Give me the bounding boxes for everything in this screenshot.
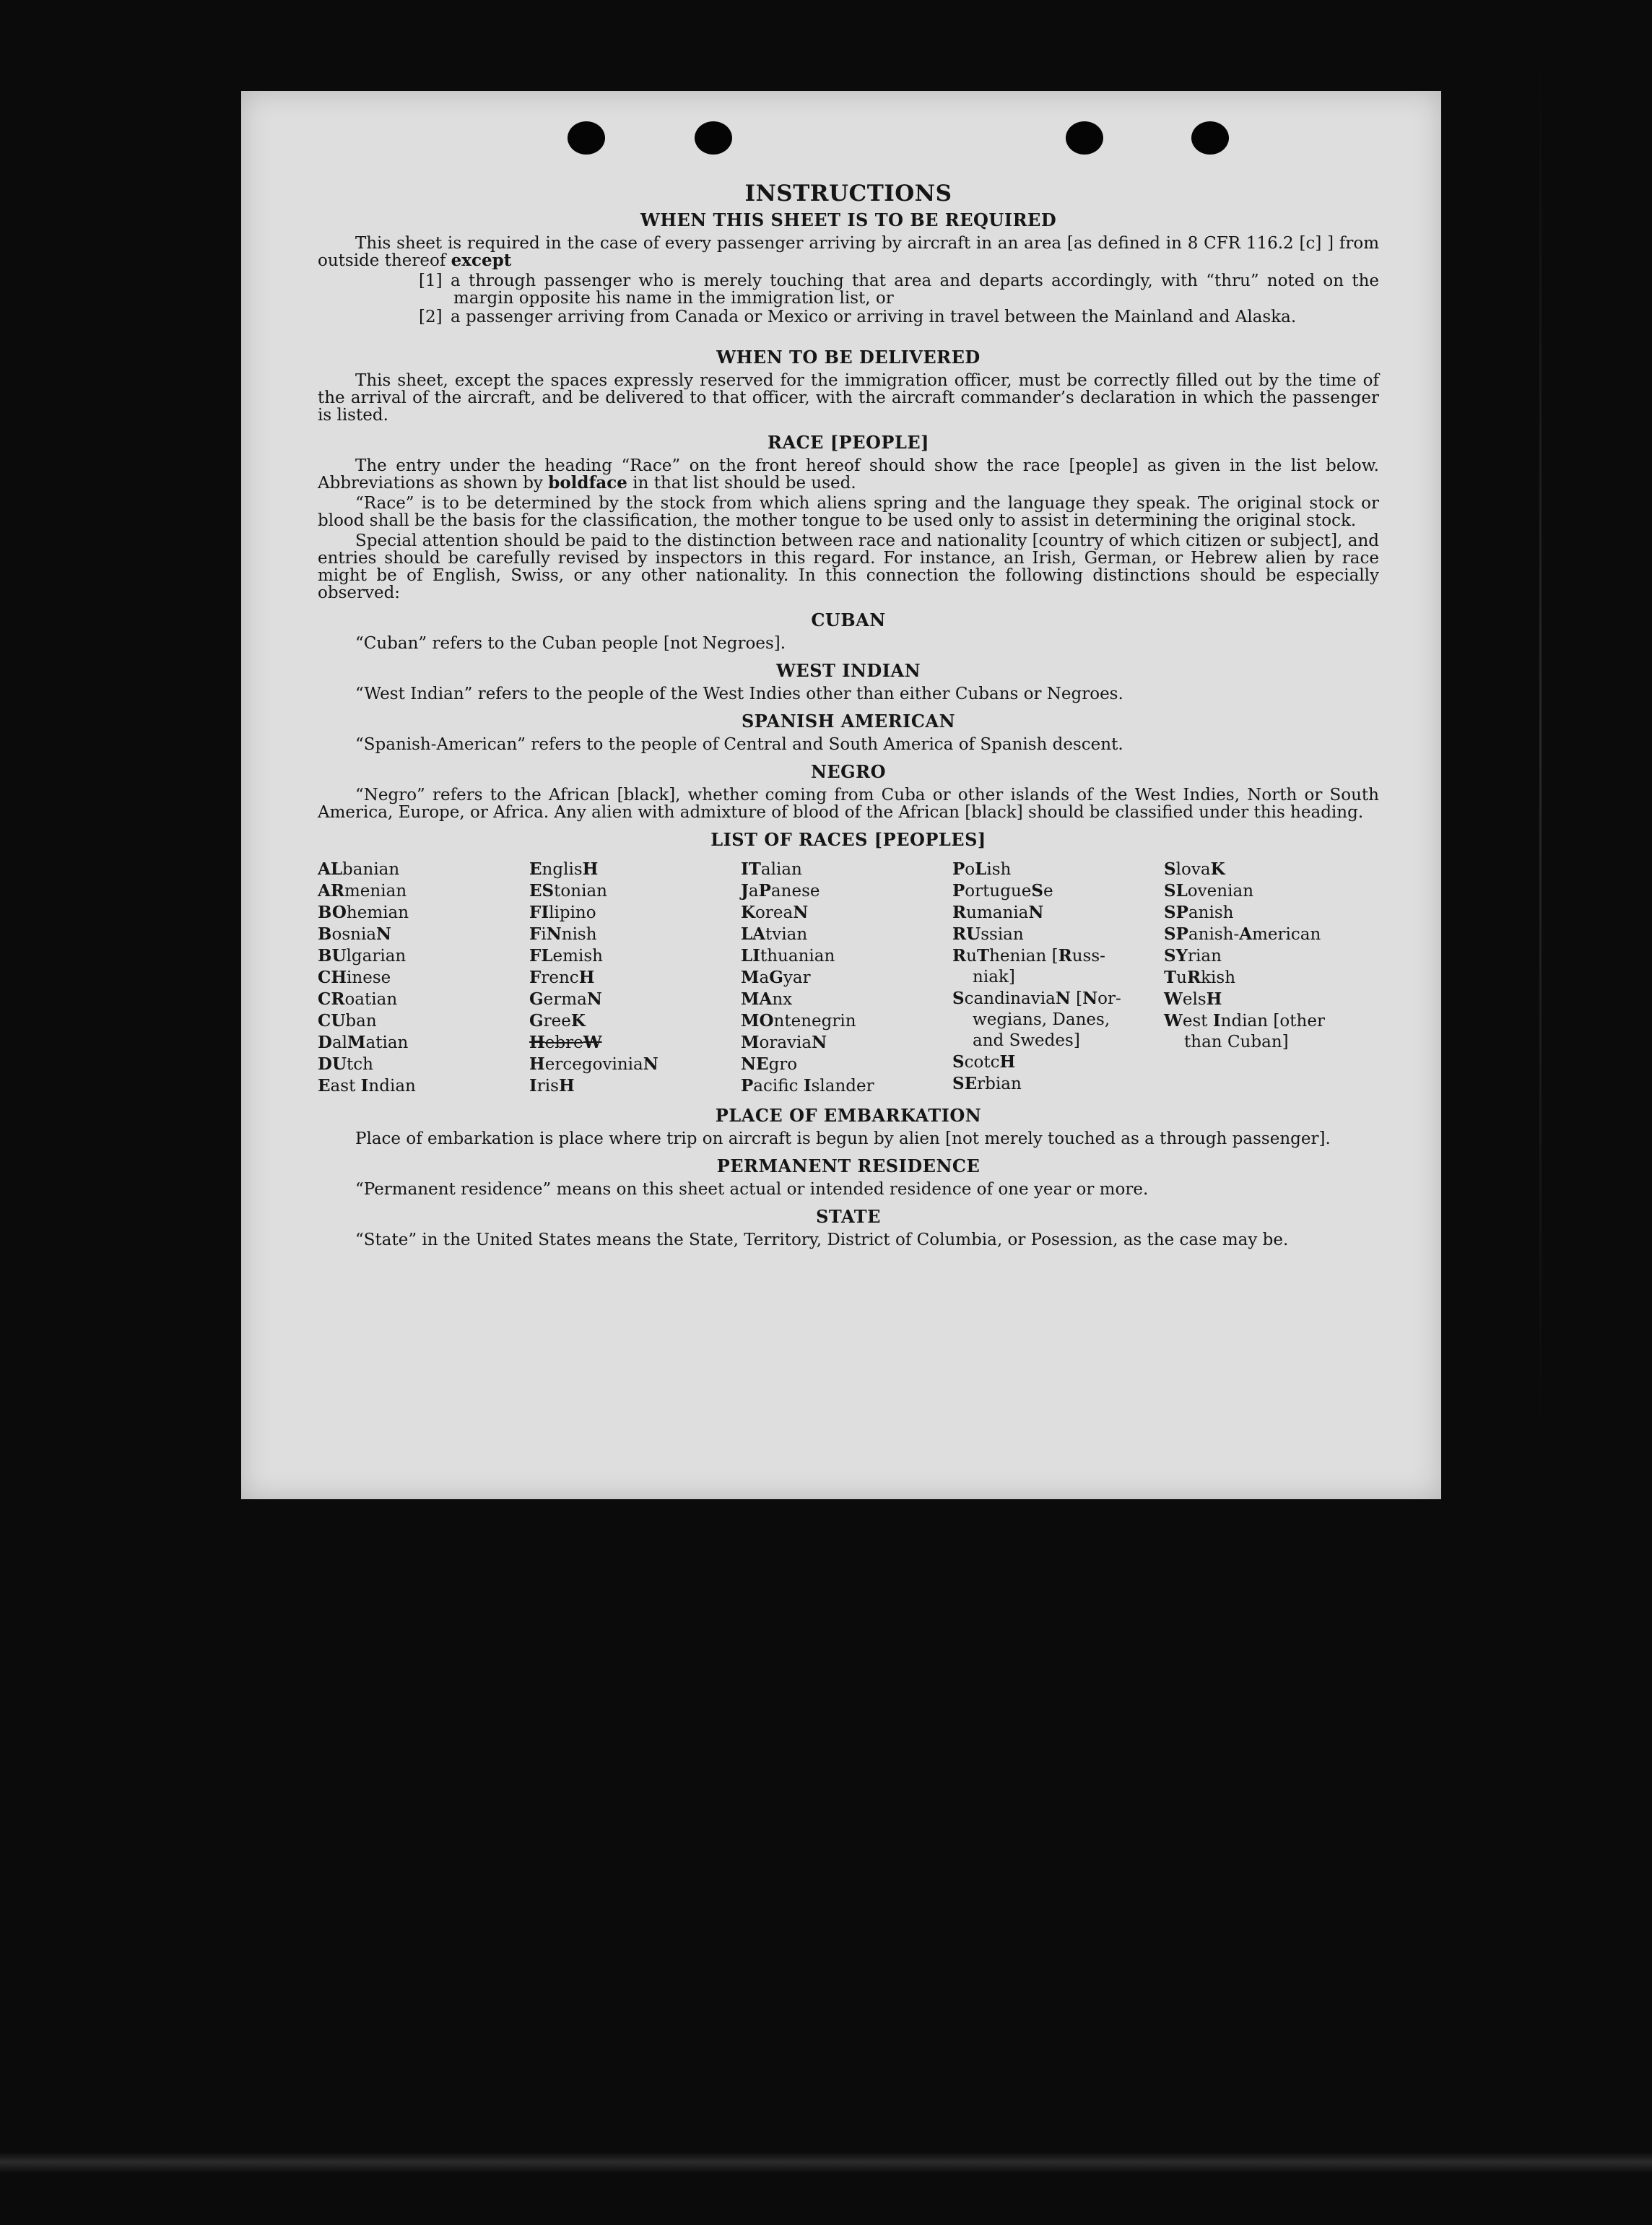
race-column — [318, 859, 529, 1097]
race-entry: ARmenian — [318, 881, 407, 901]
heading-cuban: CUBAN — [811, 610, 886, 630]
race-list — [318, 859, 1379, 1097]
race-entry: RumaniaN — [952, 903, 1044, 922]
race-column — [952, 859, 1164, 1097]
race-entry: MOntenegrin — [741, 1011, 856, 1031]
race-column — [1164, 859, 1375, 1097]
punch-hole — [568, 121, 605, 155]
race-entry: East Indian — [318, 1076, 416, 1096]
race-entry: KoreaN — [741, 903, 809, 922]
race-entry: SPanish-American — [1164, 924, 1321, 944]
race-entry: FiNnish — [529, 924, 597, 944]
race-entry: than Cuban] — [1184, 1033, 1289, 1051]
heading-when-delivered: WHEN TO BE DELIVERED — [716, 347, 981, 368]
race-entry: PortugueSe — [952, 881, 1053, 901]
scanner-bed-edge — [0, 2152, 1652, 2174]
race-entry: ScotcH — [952, 1052, 1016, 1072]
race-entry: TuRkish — [1164, 968, 1236, 987]
paragraph-permanent-residence: “Permanent residence” means on this sheet actual or intended residence of one year or more. — [355, 1180, 1149, 1199]
heading-spanish-american: SPANISH AMERICAN — [741, 711, 956, 732]
paragraph-place-of-embarkation: Place of embarkation is place where trip on aircraft is begun by alien [not merely touched as a through passenger]. — [355, 1129, 1331, 1148]
race-entry: BUlgarian — [318, 946, 407, 966]
heading-place-of-embarkation: PLACE OF EMBARKATION — [715, 1105, 982, 1126]
paragraph-west-indian: “West Indian” refers to the people of the West Indies other than either Cubans or Negroes. — [355, 685, 1123, 703]
race-entry: MoraviaN — [741, 1033, 827, 1052]
heading-when-required: WHEN THIS SHEET IS TO BE REQUIRED — [640, 209, 1057, 230]
paragraph-race-3: Special attention should be paid to the distinction between race and nationality [country of which citizen or subject], and entries should be carefully revised by inspectors in this regard. For instance, an Irish, German, or Hebrew alien by race might be of English, Swiss, or any other nationality. In this connection the following distinctions should be especially observed: — [318, 532, 1379, 602]
punch-hole — [1066, 121, 1103, 155]
paragraph-spanish-american: “Spanish-American” refers to the people of Central and South America of Spanish descent. — [355, 735, 1123, 754]
paragraph-cuban: “Cuban” refers to the Cuban people [not Negroes]. — [355, 634, 786, 653]
race-entry: CRoatian — [318, 989, 398, 1009]
race-entry: NEgro — [741, 1054, 798, 1074]
race-entry: BOhemian — [318, 903, 409, 922]
race-entry: BosniaN — [318, 924, 392, 944]
heading-race: RACE [PEOPLE] — [768, 432, 929, 453]
instructions-content — [318, 181, 1379, 1252]
race-entry: GreeK — [529, 1011, 586, 1031]
race-entry: SLovenian — [1164, 881, 1254, 901]
race-entry: SlovaK — [1164, 859, 1225, 879]
race-column — [741, 859, 952, 1097]
document-page — [241, 91, 1441, 1499]
heading-west-indian: WEST INDIAN — [775, 660, 921, 681]
race-entry: CHinese — [318, 968, 391, 987]
race-entry: MAnx — [741, 989, 793, 1009]
race-entry: HercegoviniaN — [529, 1054, 658, 1074]
paragraph-race-1: The entry under the heading “Race” on the front hereof should show the race [people] as given in the list below. Abbreviations as shown by boldface in that list should be used. — [318, 456, 1379, 493]
race-entry: ScandinaviaN [Nor- — [952, 989, 1121, 1008]
paragraph-state: “State” in the United States means the State, Territory, District of Columbia, or Posession, as the case may be. — [355, 1231, 1289, 1249]
race-entry: WelsH — [1164, 989, 1222, 1009]
punch-hole — [695, 121, 732, 155]
race-entry: GermaN — [529, 989, 602, 1009]
race-entry: CUban — [318, 1011, 377, 1031]
race-entry: EStonian — [529, 881, 607, 901]
race-entry: EnglisH — [529, 859, 599, 879]
race-entry: ITalian — [741, 859, 802, 879]
race-entry: and Swedes] — [973, 1031, 1080, 1050]
race-entry: DUtch — [318, 1054, 373, 1074]
paragraph-race-2: “Race” is to be determined by the stock from which aliens spring and the language they speak. The original stock or blood shall be the basis for the classification, the mother tongue to be used only to assist in determining the original stock. — [318, 494, 1379, 530]
race-entry: IrisH — [529, 1076, 575, 1096]
race-entry: niak] — [973, 968, 1015, 986]
race-entry: PoLish — [952, 859, 1012, 879]
race-entry: MaGyar — [741, 968, 811, 987]
race-entry: SErbian — [952, 1074, 1022, 1093]
race-entry: SPanish — [1164, 903, 1234, 922]
race-entry: LAtvian — [741, 924, 808, 944]
race-entry: West Indian [other — [1164, 1011, 1325, 1031]
heading-negro: NEGRO — [810, 761, 887, 782]
list-item: [2] a passenger arriving from Canada or Mexico or arriving in travel between the Mainland and Alaska. — [419, 308, 1297, 326]
race-entry: FLemish — [529, 946, 603, 966]
list-item: [1] a through passenger who is merely touching that area and departs accordingly, with “thru” noted on the margin opposite his name in the immigration list, or — [419, 272, 1379, 308]
paragraph-when-delivered: This sheet, except the spaces expressly reserved for the immigration officer, must be correctly filled out by the time of the arrival of the aircraft, and be delivered to that officer, with the aircraft commander’s declaration in which the passenger is listed. — [318, 371, 1379, 425]
race-entry: ALbanian — [318, 859, 400, 879]
race-entry: SYrian — [1164, 946, 1222, 966]
race-entry: RUssian — [952, 924, 1024, 944]
paragraph-negro: “Negro” refers to the African [black], whether coming from Cuba or other islands of the West Indies, North or South America, Europe, or Africa. Any alien with admixture of blood of the African [black] should be classified under this heading. — [318, 786, 1379, 822]
race-entry: JaPanese — [741, 881, 820, 901]
heading-permanent-residence: PERMANENT RESIDENCE — [716, 1155, 981, 1176]
scan-border-line — [1539, 58, 1542, 1430]
heading-list-of-races: LIST OF RACES [PEOPLES] — [710, 829, 986, 850]
race-entry: LIthuanian — [741, 946, 835, 966]
race-entry: FIlipino — [529, 903, 596, 922]
race-column — [529, 859, 741, 1097]
paragraph-when-required: This sheet is required in the case of every passenger arriving by aircraft in an area [as defined in 8 CFR 116.2 [c] ] from outside thereof except — [318, 234, 1379, 270]
page-title: INSTRUCTIONS — [744, 181, 952, 207]
race-entry: wegians, Danes, — [973, 1010, 1110, 1029]
race-entry: DalMatian — [318, 1033, 409, 1052]
heading-state: STATE — [816, 1206, 881, 1227]
race-entry: RuThenian [Russ- — [952, 946, 1105, 966]
race-entry: HebreW — [529, 1033, 602, 1052]
race-entry: Pacifc Islander — [741, 1076, 874, 1096]
punch-hole — [1191, 121, 1229, 155]
race-entry: FrencH — [529, 968, 595, 987]
